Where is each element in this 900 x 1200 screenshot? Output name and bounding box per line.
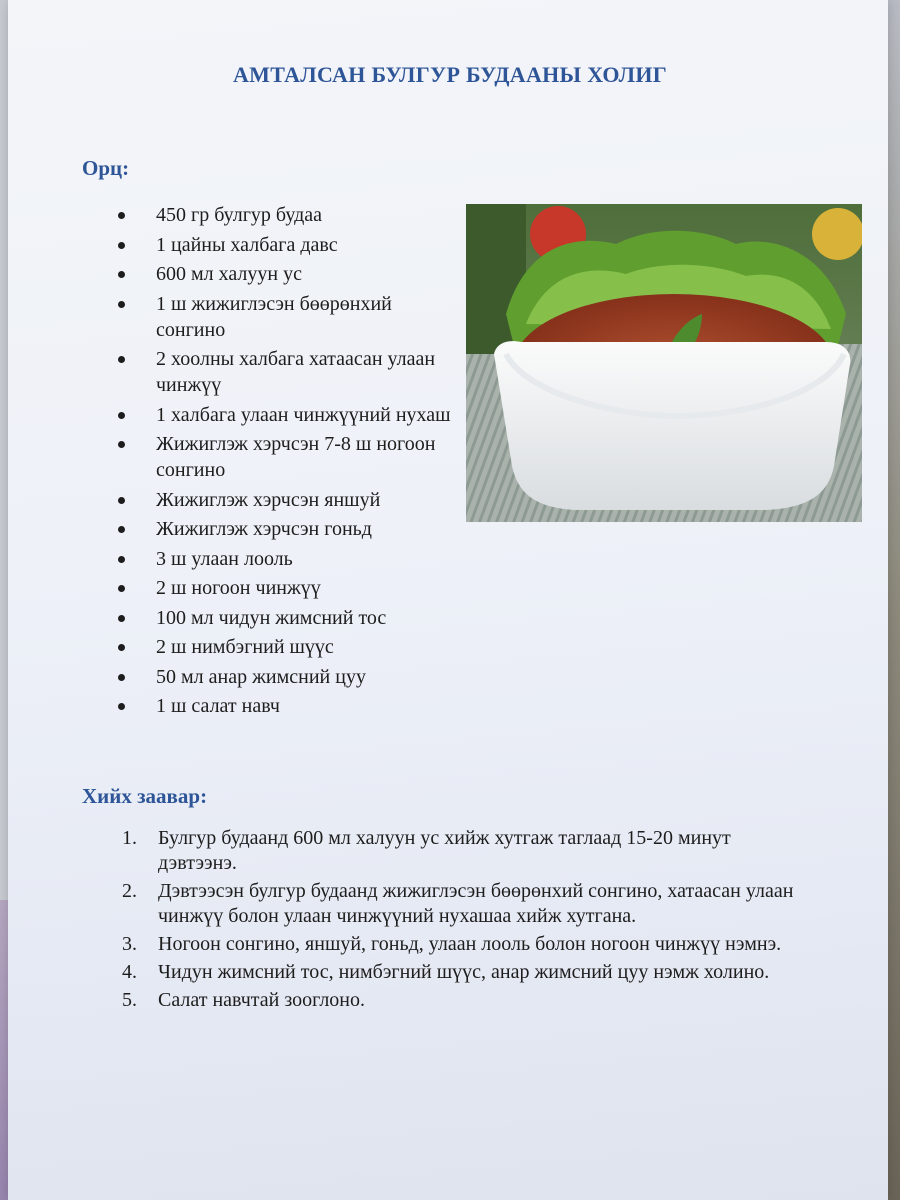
bullet-icon xyxy=(118,212,125,219)
ingredient-item: 2 хоолны халбага хатаасан улаан чинжүү xyxy=(112,346,452,398)
ingredients-heading: Орц: xyxy=(82,156,130,180)
step-number: 2. xyxy=(122,880,137,902)
method-step: 5. Салат навчтай зооглоно. xyxy=(122,989,366,1011)
ingredient-item: 2 ш нимбэгний шүүс xyxy=(112,634,452,660)
step-number: 4. xyxy=(122,961,137,983)
bulgur-salad-bowl-photo xyxy=(466,204,862,522)
bullet-icon xyxy=(118,356,125,363)
method-heading: Хийх заавар: xyxy=(82,784,208,808)
bullet-icon xyxy=(118,585,125,592)
ingredient-item: Жижиглэж хэрчсэн яншуй xyxy=(112,487,452,513)
bullet-icon xyxy=(118,526,125,533)
ingredient-item: 450 гр булгур будаа xyxy=(112,202,452,228)
bullet-icon xyxy=(118,301,125,308)
lemon-shape xyxy=(812,208,862,260)
bullet-icon xyxy=(118,271,125,278)
step-number: 5. xyxy=(122,989,137,1011)
ingredient-item: 100 мл чидун жимсний тос xyxy=(112,605,452,631)
ingredient-item: Жижиглэж хэрчсэн гоньд xyxy=(112,516,452,542)
step-number: 1. xyxy=(122,827,137,849)
bullet-icon xyxy=(118,497,125,504)
bullet-icon xyxy=(118,441,125,448)
ingredient-item: 1 цайны халбага давс xyxy=(112,232,452,258)
bullet-icon xyxy=(118,703,125,710)
ingredients-list xyxy=(112,202,452,723)
method-step: 2. Дэвтээсэн булгур будаанд жижиглэсэн бөөрөнхий сонгино, хатаасан улаан чинжүү болон улаан чинжүүний нухашаа хийж хутгана. xyxy=(122,880,794,927)
ingredient-item: 50 мл анар жимсний цуу xyxy=(112,664,452,690)
white-bowl xyxy=(494,341,850,510)
ingredient-item: Жижиглэж хэрчсэн 7-8 ш ногоон сонгино xyxy=(112,431,452,483)
ingredient-item: 1 ш салат навч xyxy=(112,693,452,719)
step-number: 3. xyxy=(122,933,137,955)
bullet-icon xyxy=(118,242,125,249)
ingredient-item: 1 ш жижиглэсэн бөөрөнхий сонгино xyxy=(112,291,452,343)
bullet-icon xyxy=(118,556,125,563)
method-step: 4. Чидун жимсний тос, нимбэгний шүүс, анар жимсний цуу нэмж холино. xyxy=(122,961,770,983)
method-step: 1. Булгур будаанд 600 мл халуун ус хийж хутгаж таглаад 15-20 минут дэвтээнэ. xyxy=(122,827,731,874)
ingredient-item: 1 халбага улаан чинжүүний нухаш xyxy=(112,402,452,428)
method-step: 3. Ногоон сонгино, яншуй, гоньд, улаан лооль болон ногоон чинжүү нэмнэ. xyxy=(122,933,782,955)
recipe-title: АМТАЛСАН БУЛГУР БУДААНЫ ХОЛИГ xyxy=(232,62,668,87)
bullet-icon xyxy=(118,615,125,622)
bullet-icon xyxy=(118,674,125,681)
bulgur-salad-illustration xyxy=(466,204,862,522)
bullet-icon xyxy=(118,412,125,419)
method-steps-list xyxy=(112,826,812,1016)
ingredient-item: 2 ш ногоон чинжүү xyxy=(112,575,452,601)
ingredient-item: 3 ш улаан лооль xyxy=(112,546,452,572)
ingredient-item: 600 мл халуун ус xyxy=(112,261,452,287)
bullet-icon xyxy=(118,644,125,651)
